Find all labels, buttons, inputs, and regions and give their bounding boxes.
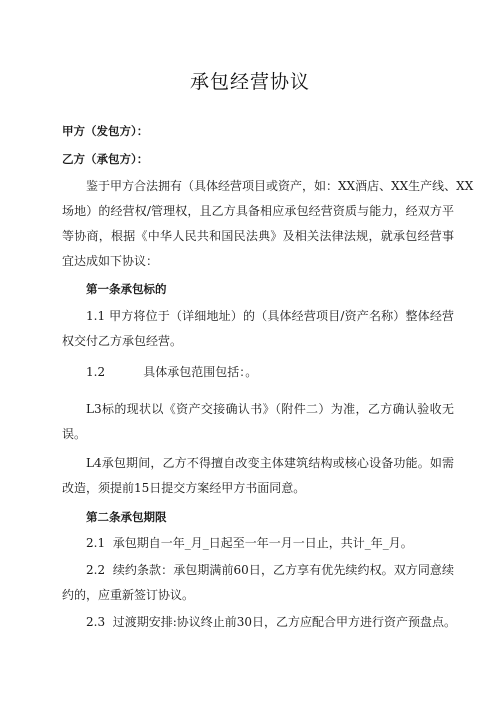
- article-1-heading: 第一条承包标的: [86, 282, 167, 296]
- clause-1-3-line: 误。: [62, 427, 87, 441]
- clause-1-1-line: 1.1 甲方将位于（详细地址）的（具体经营项目/资产名称）整体经营: [86, 309, 454, 323]
- preamble-line: 等协商，根据《中华人民共和国民法典》及相关法律法规，就承包经营事: [62, 229, 454, 243]
- clause-1-4-line: L4承包期间，乙方不得擅自改变主体建筑结构或核心设备功能。如需: [86, 456, 454, 470]
- preamble-line: 鉴于甲方合法拥有（具体经营项目或资产，如：XX酒店、XX生产线、XX: [86, 179, 474, 193]
- clause-1-4-line: 改造，须提前15日提交方案经甲方书面同意。: [62, 481, 306, 495]
- clause-2-2-line: 2.2 续约条款：承包期满前60日，乙方享有优先续约权。双方同意续: [86, 563, 454, 577]
- clause-1-2: 1.2 具体承包范围包括：。: [86, 365, 258, 379]
- preamble-line: 场地）的经营权/管理权，且乙方具备相应承包经营资质与能力，经双方平: [62, 204, 454, 218]
- clause-2-3: 2.3 过渡期安排:协议终止前30日，乙方应配合甲方进行资产预盘点。: [86, 615, 457, 629]
- clause-1-3-line: L3标的现状以《资产交接确认书》（附件二）为准，乙方确认验收无: [86, 402, 454, 416]
- document-title: 承包经营协议: [189, 71, 310, 93]
- party-b-label: 乙方（承包方）：: [62, 152, 149, 166]
- clause-1-1-line: 权交付乙方承包经营。: [62, 334, 183, 348]
- party-a-label: 甲方（发包方）：: [62, 124, 149, 138]
- article-2-heading: 第二条承包期限: [86, 510, 167, 524]
- clause-2-1: 2.1 承包期自一年_月_日起至一年一月一日止，共计_年_月。: [86, 536, 413, 550]
- preamble-line: 宜达成如下协议：: [62, 254, 159, 268]
- clause-2-2-line: 约的，应重新签订协议。: [62, 588, 195, 602]
